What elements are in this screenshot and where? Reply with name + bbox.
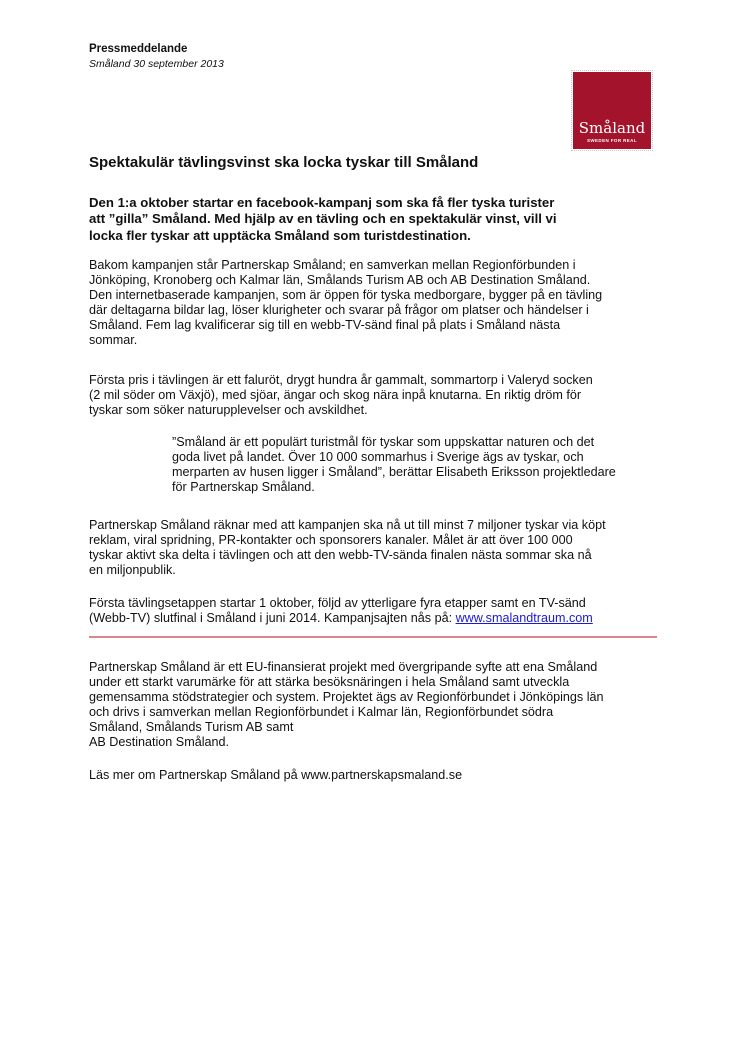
logo-tagline: SWEDEN FOR REAL	[586, 138, 637, 143]
document-type-label: Pressmeddelande	[89, 43, 188, 55]
quote-line: goda livet på landet. Över 10 000 sommarhus i Sverige ägs av tyskar, och	[172, 450, 584, 464]
quote-block	[172, 435, 672, 495]
headline: Spektakulär tävlingsvinst ska locka tyskar till Småland	[89, 154, 479, 171]
text-line: under ett starkt varumärke för att stärka besöksnäringen i hela Småland samt utveckla	[89, 675, 570, 689]
text-line-with-link	[89, 611, 659, 626]
text-line: Partnerskap Småland är ett EU-finansierat projekt med övergripande syfte att ena Småland	[89, 660, 598, 674]
text-line: Den internetbaserade kampanjen, som är öppen för tyska medborgare, bygger på en tävling	[89, 288, 603, 302]
text-line: (2 mil söder om Växjö), med sjöar, ängar och skog nära inpå knutarna. En riktig dröm för	[89, 388, 582, 402]
text-line: och drivs i samverkan mellan Regionförbundet i Kalmar län, Regionförbundet södra	[89, 705, 554, 719]
text-line: Småland. Fem lag kvalificerar sig till en webb-TV-sänd final på plats i Småland nästa	[89, 318, 561, 332]
text-line: där deltagarna bildar lag, löser klurigheter och svarar på frågor om platser och händelser i	[89, 303, 589, 317]
quote-line: ”Småland är ett populärt turistmål för tyskar som uppskattar naturen och det	[172, 435, 595, 449]
read-more-line: Läs mer om Partnerskap Småland på www.partnerskapsmaland.se	[89, 768, 463, 782]
text-line: Jönköping, Kronoberg och Kalmar län, Smålands Turism AB och AB Destination Småland.	[89, 273, 591, 287]
about-paragraph	[89, 660, 659, 750]
text-line: Partnerskap Småland räknar med att kampanjen ska nå ut till minst 7 miljoner tyskar via köpt	[89, 518, 606, 532]
text-line: Första pris i tävlingen är ett faluröt, drygt hundra år gammalt, sommartorp i Valeryd socken	[89, 373, 593, 387]
text-line: tyskar aktivt ska delta i tävlingen och att den webb-TV-sända finalen nästa sommar ska nå	[89, 548, 592, 562]
section-divider	[89, 636, 657, 638]
body-paragraph-1	[89, 258, 659, 348]
lead-line: locka fler tyskar att upptäcka Småland som turistdestination.	[89, 227, 471, 243]
body-paragraph-3	[89, 518, 659, 578]
lead-line: Den 1:a oktober startar en facebook-kampanj som ska få fler tyska turister	[89, 195, 555, 210]
text-line: gemensamma stödstrategier och system. Projektet ägs av Regionförbundet i Jönköpings län	[89, 690, 604, 704]
text-line: Småland, Smålands Turism AB samt	[89, 720, 294, 734]
dateline: Småland 30 september 2013	[89, 58, 224, 70]
logo-wordmark: Småland	[578, 119, 646, 137]
text-line: Första tävlingsetappen startar 1 oktober, följd av ytterligare fyra etapper samt en TV-sänd	[89, 596, 586, 610]
body-paragraph-2	[89, 373, 659, 418]
lead-paragraph	[89, 195, 649, 244]
quote-line: merparten av husen ligger i Småland”, berättar Elisabeth Eriksson projektledare	[172, 465, 616, 479]
text-line: tyskar som söker naturupplevelser och avskildhet.	[89, 403, 368, 417]
text-segment: (Webb-TV) slutfinal i Småland i juni 2014. Kampanjsajten nås på:	[89, 611, 456, 625]
body-paragraph-4	[89, 596, 659, 626]
quote-line: för Partnerskap Småland.	[172, 480, 315, 494]
text-line: en miljonpublik.	[89, 563, 176, 577]
text-line: Bakom kampanjen står Partnerskap Småland; en samverkan mellan Regionförbunden i	[89, 258, 576, 272]
smaland-logo	[573, 72, 651, 149]
lead-line: att ”gilla” Småland. Med hjälp av en tävling och en spektakulär vinst, vill vi	[89, 211, 557, 227]
text-line: sommar.	[89, 333, 138, 347]
text-line: reklam, viral spridning, PR-kontakter och sponsorers kanaler. Målet är att över 100 000	[89, 533, 573, 547]
text-line: AB Destination Småland.	[89, 735, 230, 749]
campaign-site-link[interactable]: www.smalandtraum.com	[455, 611, 593, 625]
